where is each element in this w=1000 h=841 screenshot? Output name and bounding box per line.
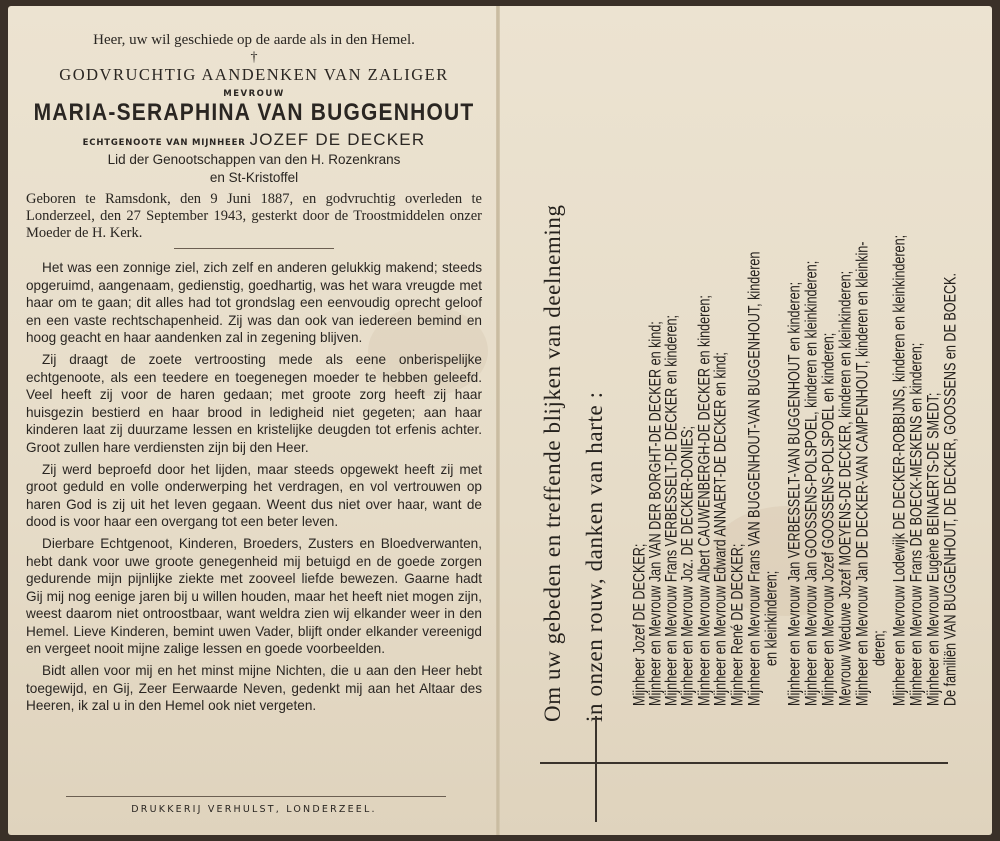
- list-item: Mijnheer René DE DECKER;: [728, 543, 747, 706]
- paragraph-4: Dierbare Echtgenoot, Kinderen, Broeders, Zusters en Bloedverwanten, hebt dank voor uwe groote genegenheid mij betuigd en de goede zorgen gedurende mijn pijnlijke ziekte met zooveel liefde bewezen. Gaarne hadt Gij mij nog eenige jaren bij u willen houden, maar het heeft niet mogen zijn, weest daarom niet ontroostbaar, want weldra zien wij elkander weer in den Hemel. Lieve Kinderen, bemint uwen Vader, blijft onder elkander vereenigd en vergeet nooit mijne zalige lessen en goede voorbeelden.: [26, 535, 482, 657]
- membership-line-1: Lid der Genootschappen van den H. Rozenkrans: [107, 152, 401, 167]
- paragraph-3: Zij werd beproefd door het lijden, maar steeds opgewekt heeft zij met groot geduld en volle onderwerping het verdragen, en vol vertrouwen op haren God is zij uit het leven gegaan. Weent dus niet over haar, want de dood is voor haar een overgang tot een beter leven.: [26, 461, 482, 530]
- spouse-line: [26, 130, 482, 150]
- right-page: [500, 6, 992, 835]
- prayer-line: Heer, uw wil geschiede op de aarde als in den Hemel.: [93, 32, 415, 48]
- list-item: Mijnheer en Mevrouw Jan DE DECKER-VAN CAMPENHOUT, kinderen en kleinkin-: [853, 241, 872, 706]
- list-item: Mijnheer en Mevrouw Jan VAN DER BORGHT-DE DECKER en kind;: [646, 321, 665, 706]
- paragraph-1: Het was een zonnige ziel, zich zelf en anderen gelukkig makend; steeds opgeruimd, aangenaam, gedienstig, goedhartig, was het wara vreugde met haar om te gaan; dit alles had tot grondslag een eenvoudig oprecht geloof en een vaste rechtschapenheid. Zij was dan ook van iedereen bemind en hoog geacht en haar aandenken zal in zegening blijven.: [26, 260, 482, 346]
- bottom-divider: [66, 796, 446, 797]
- deceased-name: MARIA-SERAPHINA VAN BUGGENHOUT: [33, 99, 475, 126]
- printer-line: DRUKKERIJ VERHULST, LONDERZEEL.: [131, 804, 377, 815]
- left-page: [26, 24, 482, 824]
- list-item: Mijnheer en Mevrouw Jozef GOOSSENS-POLSPOEL en kinderen;: [819, 332, 838, 706]
- list-item: Mijnheer en Mevrouw Edward ANNAERT-DE DECKER en kind;: [711, 352, 730, 706]
- list-item: De familiën VAN BUGGENHOUT, DE DECKER, GOOSSENS en DE BOECK.: [941, 273, 960, 706]
- list-item: Mijnheer en Mevrouw Frans VERBESSELT-DE DECKER en kinderen;: [662, 314, 681, 706]
- list-item: deren;: [870, 630, 889, 666]
- aandenken-heading: GODVRUCHTIG AANDENKEN VAN ZALIGER: [59, 65, 449, 84]
- vertical-rule: [595, 716, 597, 822]
- paragraph-5: Bidt allen voor mij en het minst mijne Nichten, die u aan den Heer hebt toegewijd, en Gij, Zeer Eerwaarde Neven, gedenkt mij aan het Altaar des Heeren, ik zal u in den Hemel ook niet vergeten.: [26, 663, 482, 714]
- list-item: en kleinkinderen;: [762, 570, 781, 666]
- list-item: Mijnheer en Mevrouw Eugène BEINAERTS-DE SMEDT;: [924, 392, 943, 706]
- list-item: Mijnheer en Mevrouw Lodewijk DE DECKER-ROBBIJNS, kinderen en kleinkinderen;: [890, 234, 909, 706]
- spouse-prefix: ECHTGENOOTE VAN MIJNHEER: [82, 138, 246, 148]
- cross-icon: †: [250, 50, 258, 65]
- list-item: Mijnheer en Mevrouw Frans DE BOECK-MESKENS en kinderen;: [907, 342, 926, 706]
- memorial-card: [8, 6, 992, 835]
- thanks-heading-1: Om uw gebeden en treffende blijken van deelneming: [540, 204, 565, 722]
- list-item: Mijnheer en Mevrouw Jan VERBESSELT-VAN BUGGENHOUT en kinderen;: [785, 281, 804, 706]
- horizontal-rule: [540, 762, 948, 764]
- list-item: Mevrouw Weduwe Jozef MOEYENS-DE DECKER, kinderen en kleinkinderen;: [836, 270, 855, 706]
- list-item: Mijnheer en Mevrouw Jan GOOSSENS-POLSPOEL, kinderen en kleinkinderen;: [802, 260, 821, 706]
- list-item: Mijnheer en Mevrouw Joz. DE DECKER-DONIES;: [678, 426, 697, 706]
- paragraph-2: Zij draagt de zoete vertroosting mede als eene onberispelijke echtgenoote, als een teedere en toegenegen moeder te hebben geleefd. Veel heeft zij voor de haren gedaan; met groote zorg heeft zij haar huisgezin bestierd en haar brood in ledigheid niet gegeten; aan haar kinderen laat zij duurzame lessen en kristelijke deugden tot erfenis achter. Groot zullen hare verdiensten zijn bij den Heer.: [26, 351, 482, 455]
- spouse-name: JOZEF DE DECKER: [249, 130, 426, 149]
- divider: [174, 248, 334, 249]
- mevrouw-label: MEVROUW: [223, 89, 285, 99]
- thanks-heading-2: in onzen rouw, danken van harte :: [582, 391, 607, 722]
- list-item: Mijnheer en Mevrouw Albert CAUWENBERGH-DE DECKER en kinderen;: [695, 295, 714, 706]
- list-item: Mijnheer en Mevrouw Frans VAN BUGGENHOUT-VAN BUGGENHOUT, kinderen: [745, 251, 764, 706]
- birth-death-text: Geboren te Ramsdonk, den 9 Juni 1887, en godvruchtig overleden te Londerzeel, den 27 September 1943, gesterkt door de Troostmiddelen onzer Moeder de H. Kerk.: [26, 191, 482, 241]
- list-item: Mijnheer Jozef DE DECKER;: [630, 543, 649, 706]
- membership-line-2: en St-Kristoffel: [209, 170, 299, 185]
